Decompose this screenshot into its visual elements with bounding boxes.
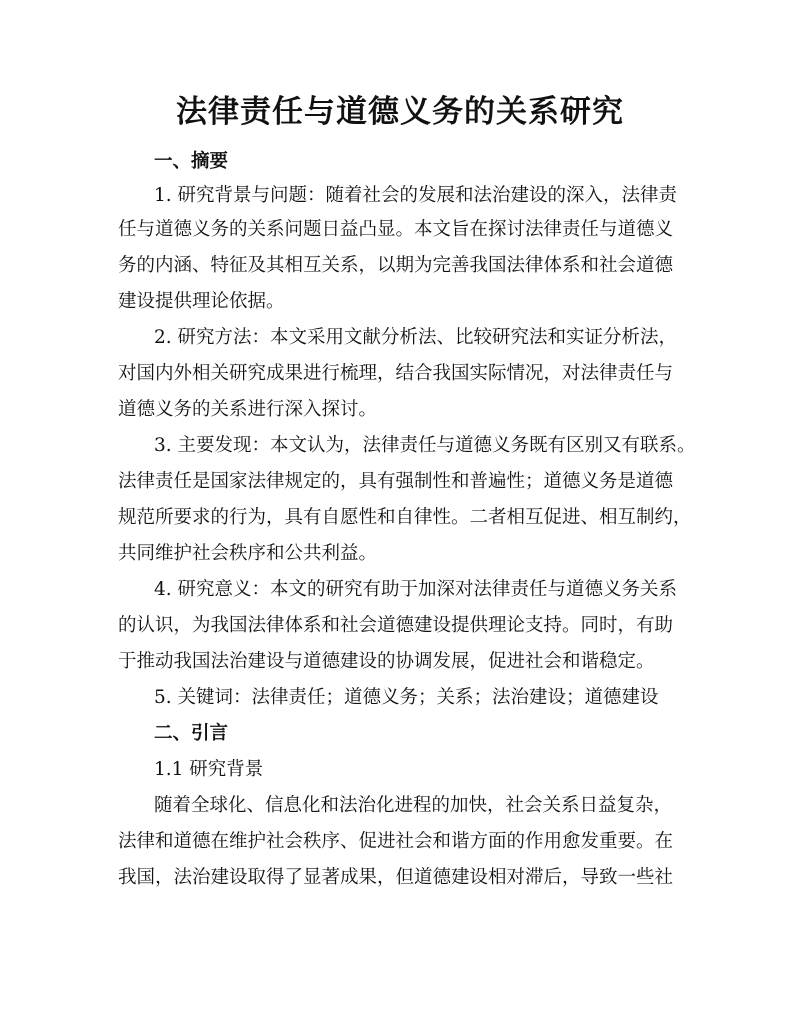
text-line: 务的内涵、特征及其相互关系，以期为完善我国法律体系和社会道德 — [118, 255, 674, 276]
text-line: 2. 研究方法：本文采用文献分析法、比较研究法和实证分析法， — [154, 327, 678, 348]
section-heading-introduction: 二、引言 — [154, 723, 229, 744]
section-heading-abstract: 一、摘要 — [154, 151, 229, 172]
text-line: 我国，法治建设取得了显著成果，但道德建设相对滞后，导致一些社 — [118, 867, 674, 888]
text-line: 随着全球化、信息化和法治化进程的加快，社会关系日益复杂， — [154, 795, 673, 816]
subsection-heading-background: 1.1 研究背景 — [154, 759, 264, 780]
text-line: 于推动我国法治建设与道德建设的协调发展，促进社会和谐稳定。 — [118, 651, 655, 672]
text-line: 规范所要求的行为，具有自愿性和自律性。二者相互促进、相互制约， — [118, 507, 692, 528]
text-line: 3. 主要发现：本文认为，法律责任与道德义务既有区别又有联系。 — [154, 435, 696, 456]
text-line: 1. 研究背景与问题：随着社会的发展和法治建设的深入，法律责 — [154, 185, 678, 206]
text-line: 对国内外相关研究成果进行梳理，结合我国实际情况，对法律责任与 — [118, 363, 674, 384]
text-line: 共同维护社会秩序和公共利益。 — [118, 543, 378, 564]
text-line: 4. 研究意义：本文的研究有助于加深对法律责任与道德义务关系 — [154, 579, 678, 600]
document-title: 法律责任与道德义务的关系研究 — [176, 94, 624, 130]
text-line: 建设提供理论依据。 — [118, 291, 285, 312]
text-line: 道德义务的关系进行深入探讨。 — [118, 399, 378, 420]
text-line: 法律和道德在维护社会秩序、促进社会和谐方面的作用愈发重要。在 — [118, 831, 674, 852]
keywords-line: 5. 关键词：法律责任；道德义务；关系；法治建设；道德建设 — [154, 687, 659, 708]
text-line: 的认识，为我国法律体系和社会道德建设提供理论支持。同时，有助 — [118, 615, 674, 636]
text-line: 法律责任是国家法律规定的，具有强制性和普遍性；道德义务是道德 — [118, 471, 674, 492]
text-line: 任与道德义务的关系问题日益凸显。本文旨在探讨法律责任与道德义 — [118, 219, 674, 240]
